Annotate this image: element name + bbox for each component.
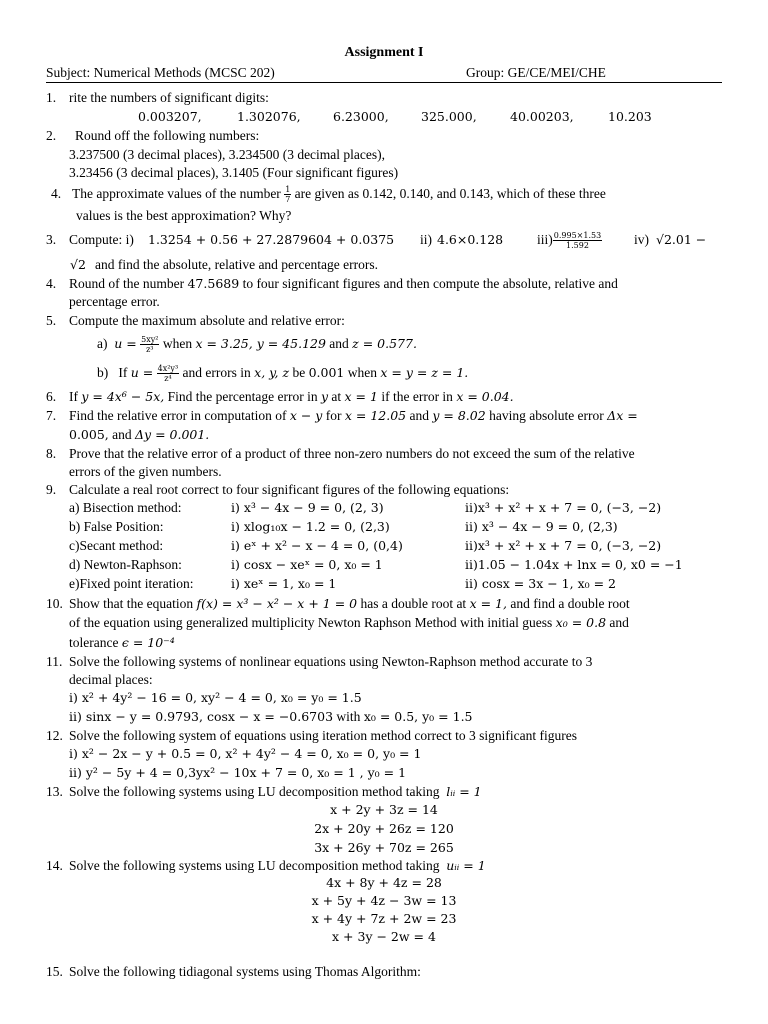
q6-text-c: at: [331, 389, 342, 404]
q6-y: y: [320, 389, 329, 404]
q5-a-vals: x = 3.25, y = 45.129: [195, 336, 326, 351]
q13-number: 13.: [46, 784, 63, 799]
q9-d-i: i) cosx − xeˣ = 0, x₀ = 1: [231, 557, 383, 572]
q6-text-b: Find the percentage error in: [167, 389, 318, 404]
q6-line: [69, 388, 514, 405]
q4a-line-2: values is the best approximation? Why?: [76, 208, 292, 223]
q2-line-2: 3.23456 (3 decimal places), 3.1405 (Four significant figures): [69, 165, 399, 180]
q7-expr: x − y: [289, 408, 323, 423]
q10-line3-a: tolerance: [69, 635, 119, 650]
q5-a-frac-num: 5xy²: [141, 335, 159, 345]
q7-line2-b: Δy = 0.001.: [135, 427, 210, 442]
q5-a-and: and: [329, 336, 349, 351]
q5-b-fraction: [157, 364, 180, 383]
q14-text: Solve the following systems using LU decomposition method taking: [69, 858, 440, 873]
q7-line-1: [69, 407, 638, 424]
q4a-frac-num: 1: [285, 185, 291, 195]
q4a-line-1: [72, 185, 606, 204]
q5-a-label: a): [97, 336, 108, 351]
q4b-value: 47.5689: [187, 276, 240, 291]
q4a-number: 4.: [51, 186, 62, 201]
q13-cond: lᵢᵢ = 1: [446, 784, 482, 799]
q4b-line-2: percentage error.: [69, 294, 160, 309]
q12-part-i: i) x² − 2x − y + 0.5 = 0, x² + 4y² − 4 = 0, x₀ = 0, y₀ = 1: [69, 746, 422, 761]
q12-part-ii: ii) y² − 5y + 4 = 0,3yx² − 10x + 7 = 0, x₀ = 1 , y₀ = 1: [69, 765, 407, 780]
q3-part-iv-label: iv): [634, 232, 649, 247]
q14-line: [69, 857, 486, 874]
q7-text-b: for: [325, 408, 342, 423]
q10-eq: f(x) = x³ − x² − x + 1 = 0: [196, 596, 358, 611]
q13-line: [69, 783, 482, 800]
q5-b-be: be: [292, 365, 306, 380]
subject-line: Subject: Numerical Methods (MCSC 202): [46, 65, 275, 80]
q4a-text-a: The approximate values of the number: [72, 186, 281, 201]
q11-number: 11.: [46, 654, 63, 669]
q8-line-2: errors of the given numbers.: [69, 464, 222, 479]
q13-eq-2: 2x + 20y + 26z = 120: [314, 821, 454, 836]
q5-a-frac-den: z³: [146, 345, 154, 355]
q4b-number: 4.: [46, 276, 57, 291]
q7-text-c: and: [409, 408, 429, 423]
q9-b-i: i) xlog₁₀x − 1.2 = 0, (2,3): [231, 519, 390, 534]
q7-number: 7.: [46, 408, 57, 423]
q5-b-err: 0.001: [308, 365, 345, 380]
q9-number: 9.: [46, 482, 57, 497]
q11-line-1: Solve the following systems of nonlinear equations using Newton-Raphson method accurate to 3: [69, 654, 593, 669]
q1-number: 1.: [46, 90, 57, 105]
q5-text: Compute the maximum absolute and relative error:: [69, 313, 345, 328]
q5-a-fraction: [140, 335, 159, 354]
q10-line-3: [69, 634, 175, 651]
q11-ii-b: x₀ = 0.5, y₀ = 1.5: [363, 709, 473, 724]
q14-eq-4: x + 3y − 2w = 4: [332, 929, 436, 944]
q5-b-label: b): [97, 365, 109, 380]
q5-number: 5.: [46, 313, 57, 328]
q14-eq-3: x + 4y + 7z + 2w = 23: [311, 911, 457, 926]
q13-text: Solve the following systems using LU decomposition method taking: [69, 784, 440, 799]
q5-b-vals: x = y = z = 1.: [380, 365, 469, 380]
q9-c-ii: ii)x³ + x² + x + 7 = 0, (−3, −2): [465, 538, 662, 553]
q10-number: 10.: [46, 596, 63, 611]
q4a-text-b: are given as 0.142, 0.140, and 0.143, which of these three: [294, 186, 606, 201]
q5-b-frac-den: z⁴: [164, 374, 172, 384]
q1-text: rite the numbers of significant digits:: [69, 90, 269, 105]
q15-text: Solve the following tidiagonal systems using Thomas Algorithm:: [69, 964, 421, 979]
q6-text-d: if the error in: [381, 389, 453, 404]
q9-e-i: i) xeˣ = 1, x₀ = 1: [231, 576, 337, 591]
q3-part-iii-den: 1.592: [566, 241, 589, 251]
q5-a-u: u =: [114, 336, 137, 351]
q7-text-d: having absolute error: [489, 408, 604, 423]
header-rule: [46, 82, 722, 83]
q7-yv: y = 8.02: [432, 408, 486, 423]
q7-line2-and: and: [112, 427, 132, 442]
q9-b-ii: ii) x³ − 4x − 9 = 0, (2,3): [465, 519, 618, 534]
q3-part-iii-label: iii): [537, 232, 553, 247]
q3-line-2-text: and find the absolute, relative and percentage errors.: [95, 257, 378, 272]
q10-line-1: [69, 595, 630, 612]
q10-line2-a: of the equation using generalized multiplicity Newton Raphson Method with initial guess: [69, 615, 553, 630]
q3-number: 3.: [46, 232, 57, 247]
q1-value-2: 1.302076,: [237, 109, 301, 124]
q3-part-iii-fraction: [553, 231, 602, 250]
q11-part-i: i) x² + 4y² − 16 = 0, xy² − 4 = 0, x₀ = y₀ = 1.5: [69, 690, 362, 705]
q10-x0: x₀ = 0.8: [555, 615, 607, 630]
q6-x1: x = 1: [344, 389, 378, 404]
q5-b-when: when: [347, 365, 378, 380]
q10-x1: x = 1,: [469, 596, 507, 611]
q11-line-2: decimal places:: [69, 672, 153, 687]
q13-eq-3: 3x + 26y + 70z = 265: [314, 840, 454, 855]
q9-method-b: b) False Position:: [69, 519, 164, 534]
q2-number: 2.: [46, 128, 57, 143]
q3-part-ii: 4.6×0.128: [437, 232, 504, 247]
q6-eq: y = 4x⁶ − 5x,: [81, 389, 165, 404]
q9-e-ii: ii) cosx = 3x − 1, x₀ = 2: [465, 576, 617, 591]
q9-a-ii: ii)x³ + x² + x + 7 = 0, (−3, −2): [465, 500, 662, 515]
q3-part-iv: √2.01 −: [656, 232, 707, 247]
q3-part-i: 1.3254 + 0.56 + 27.2879604 + 0.0375: [148, 232, 395, 247]
q10-line-2: [69, 614, 629, 631]
q8-line-1: Prove that the relative error of a product of three non-zero numbers do not exceed the sum of the relative: [69, 446, 635, 461]
q1-value-3: 6.23000,: [333, 109, 389, 124]
q15-number: 15.: [46, 964, 63, 979]
q1-value-5: 40.00203,: [510, 109, 574, 124]
q6-text-a: If: [69, 389, 78, 404]
q1-value-6: 10.203: [608, 109, 652, 124]
q8-number: 8.: [46, 446, 57, 461]
q10-text-c: and find a double root: [510, 596, 630, 611]
q13-eq-1: x + 2y + 3z = 14: [330, 802, 438, 817]
q4b-text-b: to four significant figures and then compute the absolute, relative and: [242, 276, 618, 291]
q3-line-2-math: √2: [70, 257, 86, 272]
q4b-line-1: [69, 275, 618, 292]
q9-method-d: d) Newton-Raphson:: [69, 557, 182, 572]
q9-method-c: c)Secant method:: [69, 538, 164, 553]
q3-part-iii: [537, 231, 602, 250]
q10-line2-b: and: [609, 615, 629, 630]
q10-text-a: Show that the equation: [69, 596, 194, 611]
group-line: Group: GE/CE/MEI/CHE: [466, 65, 606, 80]
q9-text: Calculate a real root correct to four significant figures of the following equations:: [69, 482, 510, 497]
q14-number: 14.: [46, 858, 63, 873]
q9-a-i: i) x³ − 4x − 9 = 0, (2, 3): [231, 500, 384, 515]
q14-cond: uᵢᵢ = 1: [446, 858, 486, 873]
q7-line2-a: 0.005,: [69, 427, 109, 442]
q10-text-b: has a double root at: [360, 596, 467, 611]
q9-d-ii: ii)1.05 − 1.04x + lnx = 0, x0 = −1: [465, 557, 683, 572]
q3-text: Compute: i): [69, 232, 134, 247]
q2-line-1: 3.237500 (3 decimal places), 3.234500 (3 decimal places),: [69, 147, 386, 162]
q5-b-vars: x, y, z: [254, 365, 290, 380]
q11-part-ii: [69, 708, 473, 725]
q14-eq-1: 4x + 8y + 4z = 28: [326, 875, 442, 890]
q6-x2: x = 0.04.: [456, 389, 514, 404]
q5-part-b: [97, 364, 468, 383]
q12-line-1: Solve the following system of equations using iteration method correct to 3 significant figures: [69, 728, 578, 743]
q5-b-u: u =: [130, 365, 154, 380]
q1-value-1: 0.003207,: [138, 109, 202, 124]
q5-b-text: and errors in: [182, 365, 251, 380]
q7-xv: x = 12.05: [344, 408, 407, 423]
q11-ii-a: ii) sinx − y = 0.9793, cosx − x = −0.6703: [69, 709, 334, 724]
q3-part-ii-label: ii): [420, 232, 432, 247]
q1-value-4: 325.000,: [421, 109, 477, 124]
q4b-text-a: Round of the number: [69, 276, 185, 291]
q6-number: 6.: [46, 389, 57, 404]
q12-number: 12.: [46, 728, 63, 743]
q9-method-e: e)Fixed point iteration:: [69, 576, 194, 591]
q5-a-text: when: [162, 336, 193, 351]
q2-text: Round off the following numbers:: [75, 128, 260, 143]
q5-b-frac-num: 4x²y³: [157, 364, 179, 374]
q10-tol: ϵ = 10⁻⁴: [121, 635, 175, 650]
q7-text-a: Find the relative error in computation of: [69, 408, 287, 423]
q5-a-z: z = 0.577.: [352, 336, 417, 351]
q7-dx: Δx =: [607, 408, 638, 423]
q14-eq-2: x + 5y + 4z − 3w = 13: [311, 893, 457, 908]
q4a-frac-den: 7: [285, 195, 291, 205]
q9-c-i: i) eˣ + x² − x − 4 = 0, (0,4): [231, 538, 403, 553]
q7-line-2: [69, 426, 209, 443]
page-title: Assignment I: [344, 45, 424, 60]
q11-ii-with: with: [336, 709, 361, 724]
q3-part-iii-num: 0.995×1.53: [553, 231, 602, 241]
q4a-fraction: [284, 185, 291, 204]
q5-part-a: [97, 335, 417, 354]
q9-method-a: a) Bisection method:: [69, 500, 182, 515]
q5-b-if: If: [118, 365, 128, 380]
